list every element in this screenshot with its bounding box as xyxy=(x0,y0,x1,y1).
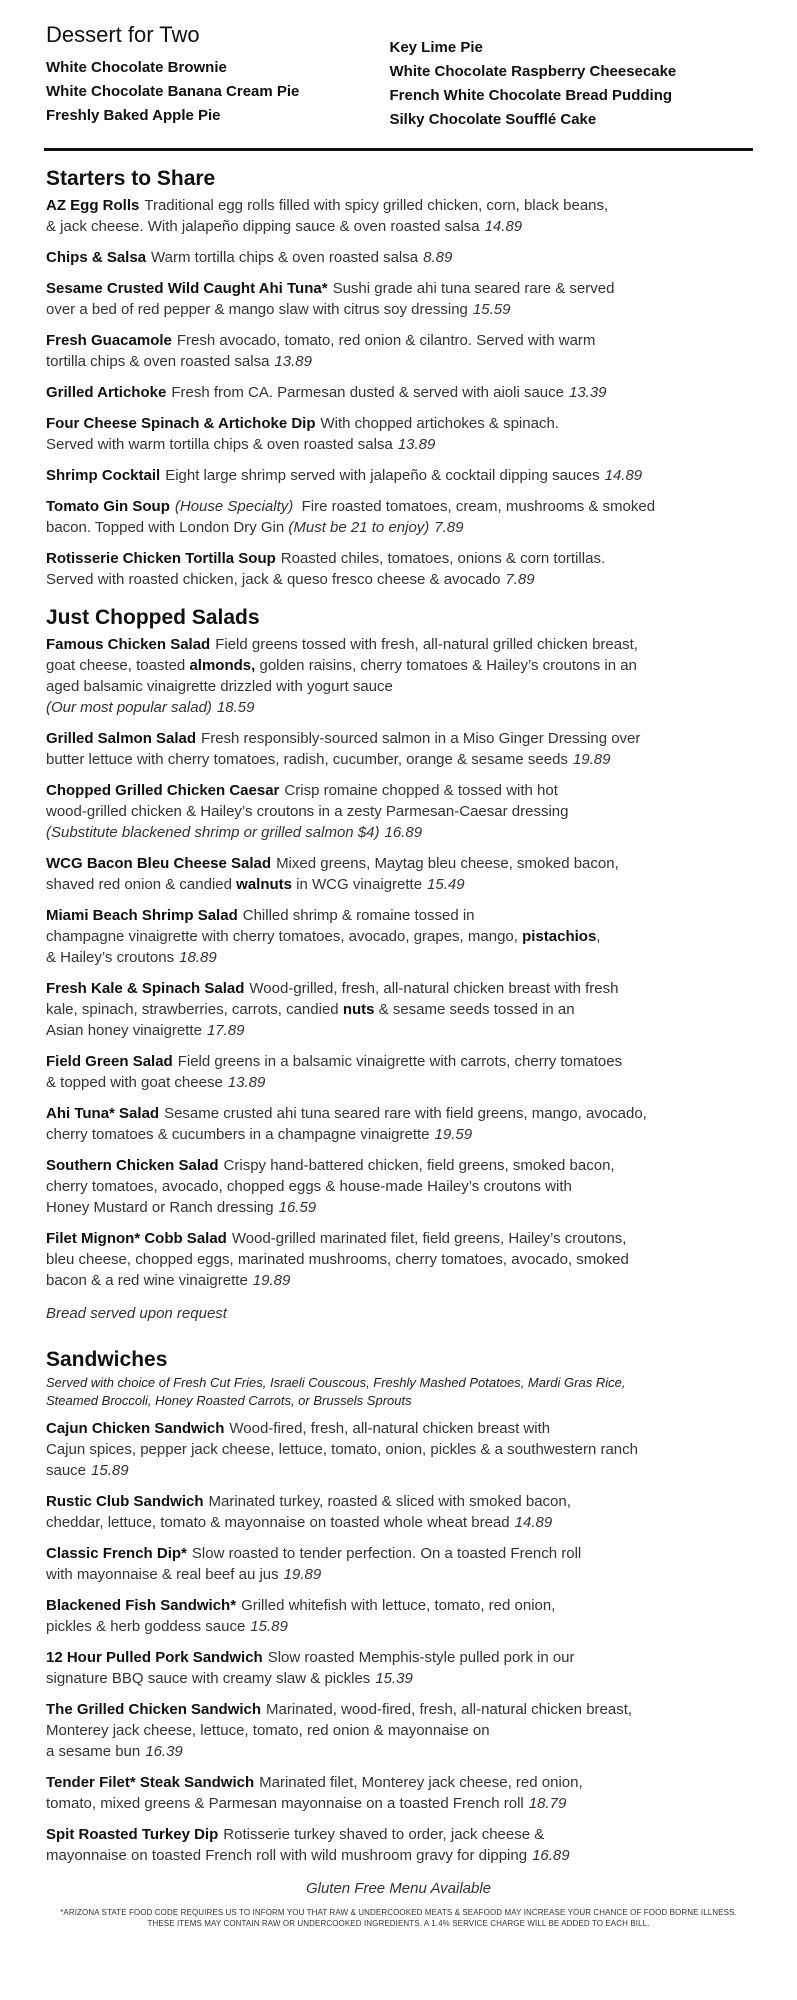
item-description: Fresh avocado, tomato, red onion & cilantro. Served with warm xyxy=(176,332,596,349)
item-note: (Our most popular salad) xyxy=(46,699,212,716)
item-description: Field greens in a balsamic vinaigrette with carrots, cherry tomatoes xyxy=(177,1053,623,1070)
dessert-item: White Chocolate Raspberry Cheesecake xyxy=(389,63,677,80)
item-name: Filet Mignon* Cobb Salad xyxy=(46,1230,227,1247)
item-price: 19.89 xyxy=(572,751,611,768)
item-description: cherry tomatoes, avocado, chopped eggs & house-made Hailey’s croutons with xyxy=(46,1178,572,1195)
menu-item xyxy=(46,634,751,718)
item-name: Classic French Dip* xyxy=(46,1545,187,1562)
menu-item xyxy=(46,1491,751,1533)
menu-item xyxy=(46,330,751,372)
item-description: wood-grilled chicken & Hailey’s croutons in a zesty Parmesan-Caesar dressing xyxy=(46,803,569,820)
item-description: Fresh from CA. Parmesan dusted & served with aioli sauce xyxy=(171,384,564,401)
item-note: (Substitute blackened shrimp or grilled salmon $4) xyxy=(46,824,380,841)
sides-note-line: Served with choice of Fresh Cut Fries, Israeli Couscous, Freshly Mashed Potatoes, Mardi Gras Rice, xyxy=(46,1375,626,1390)
item-name: The Grilled Chicken Sandwich xyxy=(46,1701,262,1718)
item-price: 14.89 xyxy=(484,218,523,235)
allergen-highlight: pistachios xyxy=(522,928,597,945)
item-price: 18.79 xyxy=(528,1795,567,1812)
item-price: 19.59 xyxy=(434,1126,473,1143)
item-description: Eight large shrimp served with jalapeño & cocktail dipping sauces xyxy=(165,467,600,484)
item-description: Warm tortilla chips & oven roasted salsa xyxy=(151,249,419,266)
item-description: Wood-grilled marinated filet, field greens, Hailey’s croutons, xyxy=(231,1230,627,1247)
item-price: 14.89 xyxy=(604,467,643,484)
item-name: Miami Beach Shrimp Salad xyxy=(46,907,238,924)
item-description: Marinated turkey, roasted & sliced with smoked bacon, xyxy=(208,1493,571,1510)
item-name: Grilled Salmon Salad xyxy=(46,730,197,747)
item-description: Served with warm tortilla chips & oven roasted salsa xyxy=(46,436,393,453)
item-name: Rotisserie Chicken Tortilla Soup xyxy=(46,550,276,567)
item-description: bacon. Topped with London Dry Gin xyxy=(46,519,285,536)
menu-item xyxy=(46,1103,751,1145)
item-description: aged balsamic vinaigrette drizzled with yogurt sauce xyxy=(46,678,393,695)
item-description: Monterey jack cheese, lettuce, tomato, red onion & mayonnaise on xyxy=(46,1722,490,1739)
item-description: tomato, mixed greens & Parmesan mayonnaise on a toasted French roll xyxy=(46,1795,524,1812)
item-description: Crisp romaine chopped & tossed with hot xyxy=(284,782,558,799)
item-description: Sesame crusted ahi tuna seared rare with field greens, mango, avocado, xyxy=(164,1105,647,1122)
menu-item xyxy=(46,1418,751,1481)
item-description: Mixed greens, Maytag bleu cheese, smoked bacon, xyxy=(276,855,619,872)
item-description: in WCG vinaigrette xyxy=(296,876,423,893)
item-price: 13.39 xyxy=(568,384,607,401)
item-description: shaved red onion & candied xyxy=(46,876,232,893)
gluten-free-note: Gluten Free Menu Available xyxy=(305,1880,492,1897)
item-description: With chopped artichokes & spinach. xyxy=(320,415,559,432)
item-price: 8.89 xyxy=(423,249,453,266)
item-price: 16.89 xyxy=(384,824,423,841)
item-description: Fresh responsibly-sourced salmon in a Miso Ginger Dressing over xyxy=(201,730,641,747)
dessert-item: White Chocolate Brownie xyxy=(46,59,227,76)
item-price: 15.49 xyxy=(427,876,465,893)
starters-section xyxy=(46,167,751,590)
item-description: Wood-grilled, fresh, all-natural chicken breast with fresh xyxy=(249,980,619,997)
item-description: Marinated filet, Monterey jack cheese, red onion, xyxy=(259,1774,583,1791)
item-description: mayonnaise on toasted French roll with wild mushroom gravy for dipping xyxy=(46,1847,528,1864)
item-description: Sushi grade ahi tuna seared rare & served xyxy=(332,280,615,297)
item-description: bleu cheese, chopped eggs, marinated mushrooms, cherry tomatoes, avocado, smoked xyxy=(46,1251,629,1268)
allergen-highlight: walnuts xyxy=(236,876,292,893)
item-name: Ahi Tuna* Salad xyxy=(46,1105,160,1122)
item-price: 14.89 xyxy=(514,1514,553,1531)
dessert-item: Key Lime Pie xyxy=(389,39,483,56)
dessert-title: Dessert for Two xyxy=(46,22,200,47)
salads-section xyxy=(46,606,751,1322)
menu-item xyxy=(46,1595,751,1637)
item-description: Cajun spices, pepper jack cheese, lettuce, tomato, onion, pickles & a southwestern ranch xyxy=(46,1441,638,1458)
sandwiches-section xyxy=(46,1348,751,1866)
item-name: WCG Bacon Bleu Cheese Salad xyxy=(46,855,272,872)
item-description: Asian honey vinaigrette xyxy=(46,1022,202,1039)
item-description: Rotisserie turkey shaved to order, jack cheese & xyxy=(223,1826,545,1843)
allergen-highlight: almonds, xyxy=(189,657,256,674)
item-name: Cajun Chicken Sandwich xyxy=(46,1420,225,1437)
item-price: 16.89 xyxy=(532,1847,570,1864)
item-description: Grilled whitefish with lettuce, tomato, red onion, xyxy=(241,1597,556,1614)
menu-item xyxy=(46,978,751,1041)
item-name: AZ Egg Rolls xyxy=(46,197,140,214)
menu-item xyxy=(46,548,751,590)
item-description: Slow roasted to tender perfection. On a toasted French roll xyxy=(191,1545,582,1562)
item-price: 16.59 xyxy=(278,1199,317,1216)
item-price: 15.59 xyxy=(472,301,511,318)
item-description: Marinated, wood-fired, fresh, all-natural chicken breast, xyxy=(266,1701,633,1718)
menu-item xyxy=(46,853,751,895)
menu-item xyxy=(46,278,751,320)
sides-note xyxy=(46,1374,751,1410)
menu-item xyxy=(46,1543,751,1585)
item-description: Fire roasted tomatoes, cream, mushrooms & smoked xyxy=(301,498,656,515)
menu-item xyxy=(46,780,751,843)
item-description: Crispy hand-battered chicken, field greens, smoked bacon, xyxy=(223,1157,615,1174)
item-name: Chips & Salsa xyxy=(46,249,147,266)
dessert-item: White Chocolate Banana Cream Pie xyxy=(46,83,300,100)
item-description: , xyxy=(596,928,601,945)
dessert-section xyxy=(46,22,751,132)
item-name: Blackened Fish Sandwich* xyxy=(46,1597,237,1614)
item-description: kale, spinach, strawberries, carrots, candied xyxy=(46,1001,339,1018)
item-price: 18.89 xyxy=(179,949,217,966)
item-name: Four Cheese Spinach & Artichoke Dip xyxy=(46,415,316,432)
menu-item xyxy=(46,1824,751,1866)
item-name: Tender Filet* Steak Sandwich xyxy=(46,1774,255,1791)
item-description: Field greens tossed with fresh, all-natural grilled chicken breast, xyxy=(215,636,638,653)
item-name: Spit Roasted Turkey Dip xyxy=(46,1826,219,1843)
item-description: signature BBQ sauce with creamy slaw & pickles xyxy=(46,1670,371,1687)
item-name: Chopped Grilled Chicken Caesar xyxy=(46,782,280,799)
item-description: cheddar, lettuce, tomato & mayonnaise on toasted whole wheat bread xyxy=(46,1514,510,1531)
item-description: Served with roasted chicken, jack & queso fresco cheese & avocado xyxy=(46,571,501,588)
item-description: butter lettuce with cherry tomatoes, radish, cucumber, orange & sesame seeds xyxy=(46,751,568,768)
item-description: pickles & herb goddess sauce xyxy=(46,1618,246,1635)
menu-item xyxy=(46,1051,751,1093)
item-name: Famous Chicken Salad xyxy=(46,636,211,653)
starters-title: Starters to Share xyxy=(46,167,216,190)
item-description: tortilla chips & oven roasted salsa xyxy=(46,353,270,370)
item-name: Grilled Artichoke xyxy=(46,384,167,401)
dessert-item: Silky Chocolate Soufflé Cake xyxy=(389,111,597,128)
menu-item xyxy=(46,496,751,538)
item-price: 13.89 xyxy=(397,436,436,453)
item-description: & sesame seeds tossed in an xyxy=(378,1001,575,1018)
dessert-item: French White Chocolate Bread Pudding xyxy=(389,87,673,104)
item-note: (Must be 21 to enjoy) xyxy=(288,519,430,536)
item-description: Slow roasted Memphis-style pulled pork in our xyxy=(267,1649,575,1666)
menu-item xyxy=(46,1155,751,1218)
item-name: Southern Chicken Salad xyxy=(46,1157,219,1174)
item-description: & jack cheese. With jalapeño dipping sauce & oven roasted salsa xyxy=(46,218,480,235)
item-name: Fresh Guacamole xyxy=(46,332,172,349)
salads-title: Just Chopped Salads xyxy=(46,606,260,629)
menu-item xyxy=(46,905,751,968)
disclaimer-line: *ARIZONA STATE FOOD CODE REQUIRES US TO INFORM YOU THAT RAW & UNDERCOOKED MEATS & SEAFOOD MAY INCREASE YOUR CHANCE OF FOOD BORNE ILLNESS. xyxy=(60,1908,737,1917)
item-description: a sesame bun xyxy=(46,1743,141,1760)
sides-note-line: Steamed Broccoli, Honey Roasted Carrots, or Brussels Sprouts xyxy=(46,1393,412,1408)
dessert-left-column xyxy=(46,22,408,132)
item-description: sauce xyxy=(46,1462,87,1479)
item-description: golden raisins, cherry tomatoes & Hailey’s croutons in an xyxy=(259,657,637,674)
item-description: bacon & a red wine vinaigrette xyxy=(46,1272,248,1289)
item-price: 16.39 xyxy=(145,1743,183,1760)
menu-item xyxy=(46,465,751,486)
menu-item xyxy=(46,382,751,403)
disclaimer-line: THESE ITEMS MAY CONTAIN RAW OR UNDERCOOKED INGREDIENTS. A 1.4% SERVICE CHARGE WILL BE ADDED TO EACH BILL. xyxy=(147,1919,650,1928)
item-description: Chilled shrimp & romaine tossed in xyxy=(242,907,475,924)
item-price: 7.89 xyxy=(505,571,535,588)
item-description: with mayonnaise & real beef au jus xyxy=(46,1566,279,1583)
menu-item xyxy=(46,1228,751,1291)
item-description: cherry tomatoes & cucumbers in a champagne vinaigrette xyxy=(46,1126,430,1143)
item-description: & Hailey’s croutons xyxy=(46,949,175,966)
item-price: 15.89 xyxy=(91,1462,129,1479)
item-description: over a bed of red pepper & mango slaw with citrus soy dressing xyxy=(46,301,468,318)
item-name: Field Green Salad xyxy=(46,1053,173,1070)
menu-item xyxy=(46,1647,751,1689)
item-name: Fresh Kale & Spinach Salad xyxy=(46,980,245,997)
item-price: 13.89 xyxy=(227,1074,266,1091)
item-description: goat cheese, toasted xyxy=(46,657,186,674)
item-description: Wood-fired, fresh, all-natural chicken breast with xyxy=(229,1420,551,1437)
dessert-item: Freshly Baked Apple Pie xyxy=(46,107,221,124)
item-price: 18.59 xyxy=(216,699,255,716)
menu-item xyxy=(46,728,751,770)
menu-item xyxy=(46,247,751,268)
food-code-disclaimer xyxy=(46,1907,751,1929)
item-price: 19.89 xyxy=(252,1272,291,1289)
item-price: 15.39 xyxy=(375,1670,413,1687)
menu-item xyxy=(46,413,751,455)
sandwiches-title: Sandwiches xyxy=(46,1348,168,1371)
item-description: & topped with goat cheese xyxy=(46,1074,223,1091)
item-name: Shrimp Cocktail xyxy=(46,467,161,484)
item-price: 15.89 xyxy=(250,1618,288,1635)
menu-item xyxy=(46,195,751,237)
item-tag: (House Specialty) xyxy=(174,498,294,515)
item-name: Tomato Gin Soup xyxy=(46,498,170,515)
item-description: Roasted chiles, tomatoes, onions & corn tortillas. xyxy=(280,550,606,567)
item-price: 17.89 xyxy=(206,1022,245,1039)
item-description: champagne vinaigrette with cherry tomatoes, avocado, grapes, mango, xyxy=(46,928,518,945)
menu-item xyxy=(46,1699,751,1762)
item-price: 7.89 xyxy=(434,519,464,536)
bread-note: Bread served upon request xyxy=(46,1305,227,1322)
allergen-highlight: nuts xyxy=(342,1001,375,1018)
item-name: Sesame Crusted Wild Caught Ahi Tuna* xyxy=(46,280,328,297)
section-divider xyxy=(44,148,753,151)
item-name: 12 Hour Pulled Pork Sandwich xyxy=(46,1649,263,1666)
item-description: Traditional egg rolls filled with spicy grilled chicken, corn, black beans, xyxy=(144,197,609,214)
item-name: Rustic Club Sandwich xyxy=(46,1493,204,1510)
dessert-right-column xyxy=(390,22,752,132)
menu-item xyxy=(46,1772,751,1814)
item-price: 13.89 xyxy=(274,353,312,370)
item-description: Honey Mustard or Ranch dressing xyxy=(46,1199,274,1216)
item-price: 19.89 xyxy=(283,1566,322,1583)
